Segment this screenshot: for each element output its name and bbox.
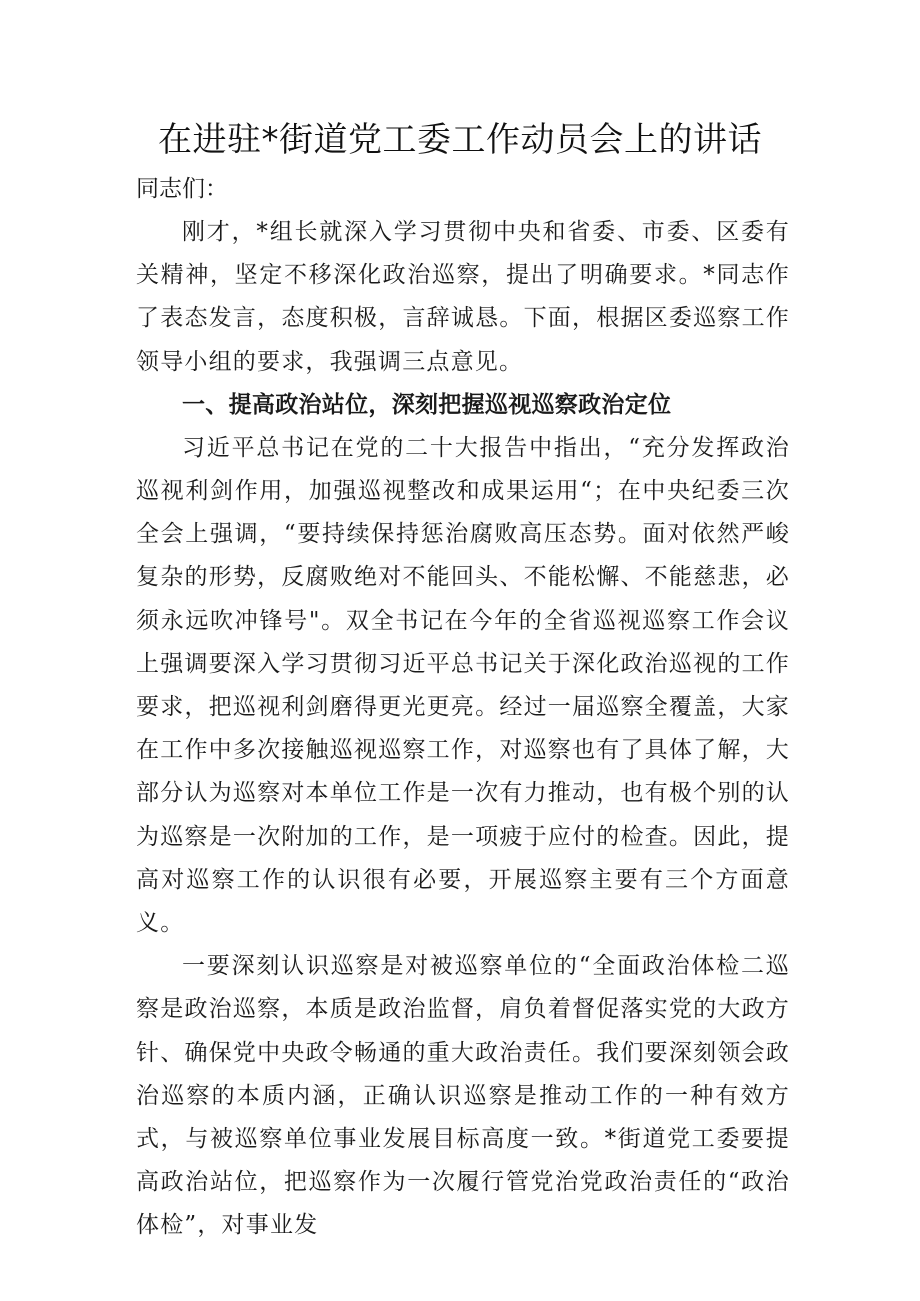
intro-paragraph: 刚才，*组长就深入学习贯彻中央和省委、市委、区委有关精神，坚定不移深化政治巡察，提出了明确要求。*同志作了表态发言，态度积极，言辞诚恳。下面，根据区委巡察工作领导小组的要求，我强调三点意见。 <box>136 219 790 375</box>
salutation: 同志们： <box>136 176 228 202</box>
section1-paragraph-1: 习近平总书记在党的二十大报告中指出，“充分发挥政治巡视利剑作用，加强巡视整改和成果运用“；在中央纪委三次全会上强调，“要持续保持惩治腐败高压态势。面对依然严峻复杂的形势，反腐败绝对不能回头、不能松懈、不能慈悲，必须永远吹冲锋号"。双全书记在今年的全省巡视巡察工作会议上强调要深入学习贯彻习近平总书记关于深化政治巡视的工作要求，把巡视利剑磨得更光更亮。经过一届巡察全覆盖，大家在工作中多次接触巡视巡察工作，对巡察也有了具体了解，大部分认为巡察对本单位工作是一次有力推动，也有极个别的认为巡察是一次附加的工作，是一项疲于应付的检查。因此，提高对巡察工作的认识很有必要，开展巡察主要有三个方面意义。 <box>136 434 790 937</box>
document-body <box>136 168 790 1248</box>
document-title: 在进驻*街道党工委工作动员会上的讲话 <box>158 120 762 160</box>
section1-paragraph-2: 一要深刻认识巡察是对被巡察单位的“全面政治体检二巡察是政治巡察，本质是政治监督，肩负着督促落实党的大政方针、确保党中央政令畅通的重大政治责任。我们要深刻领会政治巡察的本质内涵，正确认识巡察是推动工作的一种有效方式，与被巡察单位事业发展目标高度一致。*街道党工委要提高政治站位，把巡察作为一次履行管党治党政治责任的“政治体检”，对事业发 <box>136 953 790 1239</box>
section-heading-1: 一、提高政治站位，深刻把握巡视巡察政治定位 <box>182 391 672 418</box>
